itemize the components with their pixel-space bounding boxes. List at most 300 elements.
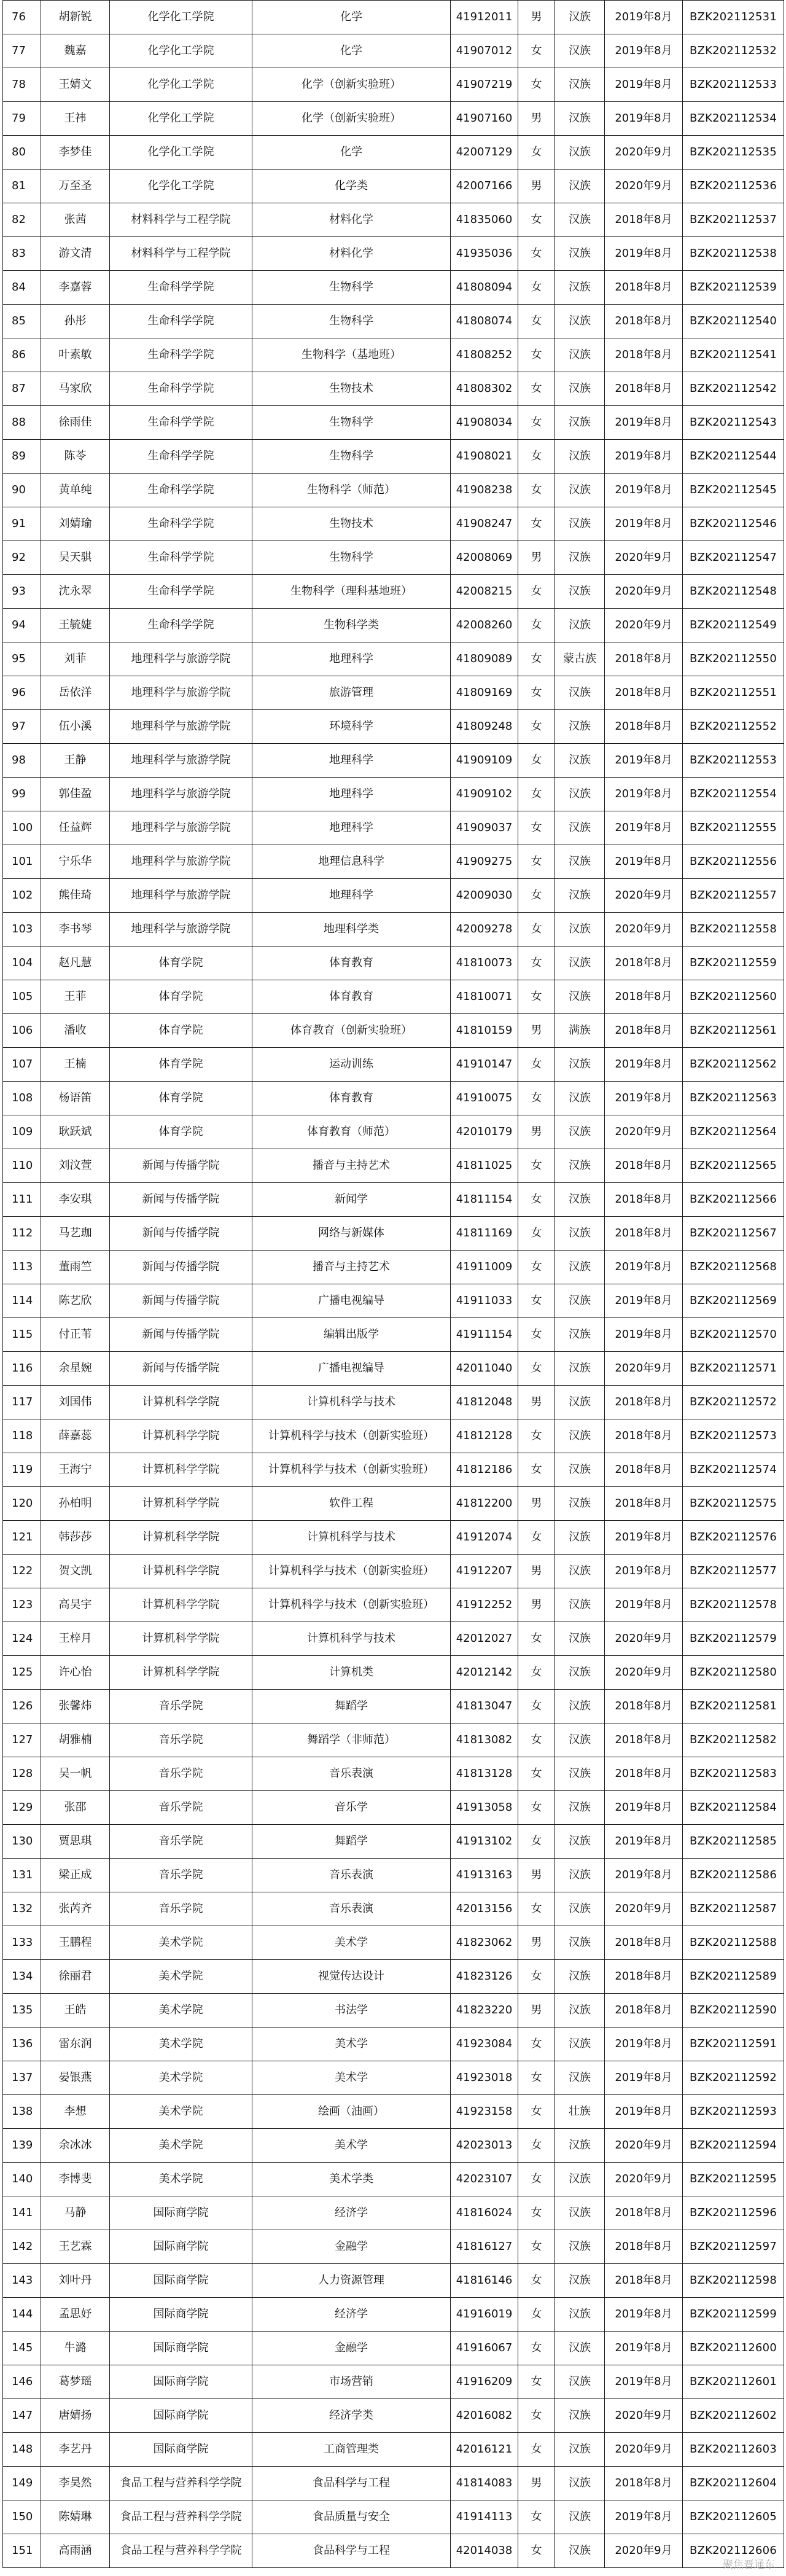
row-number-cell: 80 (3, 136, 41, 170)
table-row (3, 102, 784, 136)
certificate-number-cell: BZK202112540 (683, 305, 784, 338)
table-row (3, 1791, 784, 1825)
row-number-cell: 79 (3, 102, 41, 136)
ethnicity-cell: 蒙古族 (555, 642, 605, 676)
student-name-cell: 熊佳琦 (41, 879, 110, 913)
student-name-cell: 葛梦瑶 (41, 2365, 110, 2399)
college-cell: 生命科学学院 (110, 271, 252, 305)
student-id-cell: 41813128 (451, 1757, 518, 1791)
college-cell: 计算机科学学院 (110, 1622, 252, 1656)
table-row (3, 1217, 784, 1251)
gender-cell: 女 (518, 980, 555, 1014)
ethnicity-cell: 汉族 (555, 2298, 605, 2332)
major-cell: 计算机科学与技术（创新实验班） (252, 1419, 451, 1453)
major-cell: 生物科学 (252, 271, 451, 305)
gender-cell: 女 (518, 2264, 555, 2298)
major-cell: 化学类 (252, 170, 451, 203)
enrollment-date-cell: 2020年9月 (605, 575, 683, 609)
college-cell: 计算机科学学院 (110, 1453, 252, 1487)
college-cell: 生命科学学院 (110, 440, 252, 474)
major-cell: 美术学 (252, 1926, 451, 1960)
enrollment-date-cell: 2019年8月 (605, 474, 683, 507)
student-id-cell: 41923158 (451, 2095, 518, 2129)
ethnicity-cell: 汉族 (555, 1555, 605, 1588)
certificate-number-cell: BZK202112603 (683, 2433, 784, 2467)
college-cell: 国际商学院 (110, 2433, 252, 2467)
certificate-number-cell: BZK202112573 (683, 1419, 784, 1453)
table-row (3, 474, 784, 507)
row-number-cell: 131 (3, 1859, 41, 1892)
row-number-cell: 91 (3, 507, 41, 541)
student-name-cell: 王静 (41, 744, 110, 778)
row-number-cell: 126 (3, 1690, 41, 1723)
college-cell: 计算机科学学院 (110, 1386, 252, 1419)
student-name-cell: 刘婧瑜 (41, 507, 110, 541)
major-cell: 材料化学 (252, 203, 451, 237)
student-name-cell: 薛嘉蕊 (41, 1419, 110, 1453)
major-cell: 运动训练 (252, 1048, 451, 1082)
row-number-cell: 142 (3, 2230, 41, 2264)
major-cell: 地理科学 (252, 744, 451, 778)
table-row (3, 2061, 784, 2095)
student-id-cell: 41808094 (451, 271, 518, 305)
student-name-cell: 胡新锐 (41, 1, 110, 34)
student-name-cell: 张馨炜 (41, 1690, 110, 1723)
student-name-cell: 郭佳盈 (41, 778, 110, 811)
certificate-number-cell: BZK202112538 (683, 237, 784, 271)
student-id-cell: 41811025 (451, 1149, 518, 1183)
college-cell: 食品工程与营养科学学院 (110, 2467, 252, 2500)
college-cell: 国际商学院 (110, 2264, 252, 2298)
gender-cell: 男 (518, 1487, 555, 1521)
ethnicity-cell: 汉族 (555, 1149, 605, 1183)
enrollment-date-cell: 2018年8月 (605, 1453, 683, 1487)
student-id-cell: 42010179 (451, 1115, 518, 1149)
enrollment-date-cell: 2018年8月 (605, 271, 683, 305)
student-id-cell: 41923084 (451, 2028, 518, 2061)
enrollment-date-cell: 2018年8月 (605, 2467, 683, 2500)
student-name-cell: 李昊然 (41, 2467, 110, 2500)
student-id-cell: 41909037 (451, 811, 518, 845)
certificate-number-cell: BZK202112541 (683, 338, 784, 372)
certificate-number-cell: BZK202112554 (683, 778, 784, 811)
gender-cell: 女 (518, 2129, 555, 2163)
college-cell: 化学化工学院 (110, 1, 252, 34)
college-cell: 音乐学院 (110, 1825, 252, 1859)
enrollment-date-cell: 2018年8月 (605, 2230, 683, 2264)
table-row (3, 1453, 784, 1487)
gender-cell: 男 (518, 1, 555, 34)
student-name-cell: 叶素敏 (41, 338, 110, 372)
gender-cell: 女 (518, 879, 555, 913)
row-number-cell: 147 (3, 2399, 41, 2433)
certificate-number-cell: BZK202112575 (683, 1487, 784, 1521)
ethnicity-cell: 汉族 (555, 34, 605, 68)
enrollment-date-cell: 2020年9月 (605, 136, 683, 170)
certificate-number-cell: BZK202112545 (683, 474, 784, 507)
gender-cell: 女 (518, 2534, 555, 2568)
enrollment-date-cell: 2020年9月 (605, 913, 683, 946)
ethnicity-cell: 汉族 (555, 1723, 605, 1757)
student-name-cell: 王毓婕 (41, 609, 110, 642)
college-cell: 地理科学与旅游学院 (110, 676, 252, 710)
student-id-cell: 42016082 (451, 2399, 518, 2433)
ethnicity-cell: 汉族 (555, 338, 605, 372)
student-id-cell: 42012027 (451, 1622, 518, 1656)
ethnicity-cell: 汉族 (555, 102, 605, 136)
ethnicity-cell: 汉族 (555, 1386, 605, 1419)
college-cell: 材料科学与工程学院 (110, 237, 252, 271)
enrollment-date-cell: 2018年8月 (605, 1183, 683, 1217)
ethnicity-cell: 汉族 (555, 170, 605, 203)
table-row (3, 2433, 784, 2467)
student-id-cell: 42007166 (451, 170, 518, 203)
row-number-cell: 78 (3, 68, 41, 102)
table-row (3, 1825, 784, 1859)
table-row (3, 710, 784, 744)
major-cell: 美术学 (252, 2028, 451, 2061)
row-number-cell: 140 (3, 2163, 41, 2196)
row-number-cell: 88 (3, 406, 41, 440)
student-id-cell: 42009278 (451, 913, 518, 946)
gender-cell: 男 (518, 1859, 555, 1892)
major-cell: 生物科学（理科基地班） (252, 575, 451, 609)
student-id-cell: 41812048 (451, 1386, 518, 1419)
student-id-cell: 42023107 (451, 2163, 518, 2196)
ethnicity-cell: 汉族 (555, 1, 605, 34)
college-cell: 新闻与传播学院 (110, 1318, 252, 1352)
ethnicity-cell: 汉族 (555, 2467, 605, 2500)
student-name-cell: 李艺丹 (41, 2433, 110, 2467)
row-number-cell: 134 (3, 1960, 41, 1994)
gender-cell: 女 (518, 1183, 555, 1217)
ethnicity-cell: 汉族 (555, 440, 605, 474)
major-cell: 新闻学 (252, 1183, 451, 1217)
student-name-cell: 张芮齐 (41, 1892, 110, 1926)
certificate-number-cell: BZK202112555 (683, 811, 784, 845)
college-cell: 美术学院 (110, 2061, 252, 2095)
ethnicity-cell: 汉族 (555, 1082, 605, 1115)
row-number-cell: 109 (3, 1115, 41, 1149)
enrollment-date-cell: 2020年9月 (605, 879, 683, 913)
enrollment-date-cell: 2019年8月 (605, 1284, 683, 1318)
student-name-cell: 贺文凯 (41, 1555, 110, 1588)
certificate-number-cell: BZK202112567 (683, 1217, 784, 1251)
certificate-number-cell: BZK202112589 (683, 1960, 784, 1994)
major-cell: 音乐表演 (252, 1757, 451, 1791)
student-name-cell: 万至圣 (41, 170, 110, 203)
table-row (3, 2196, 784, 2230)
student-id-cell: 41912252 (451, 1588, 518, 1622)
college-cell: 生命科学学院 (110, 338, 252, 372)
student-id-cell: 42009030 (451, 879, 518, 913)
student-id-cell: 41916209 (451, 2365, 518, 2399)
row-number-cell: 93 (3, 575, 41, 609)
enrollment-date-cell: 2019年8月 (605, 1555, 683, 1588)
ethnicity-cell: 汉族 (555, 1588, 605, 1622)
row-number-cell: 128 (3, 1757, 41, 1791)
major-cell: 音乐学 (252, 1791, 451, 1825)
gender-cell: 女 (518, 811, 555, 845)
row-number-cell: 113 (3, 1251, 41, 1284)
gender-cell: 女 (518, 1082, 555, 1115)
row-number-cell: 136 (3, 2028, 41, 2061)
gender-cell: 男 (518, 1014, 555, 1048)
student-id-cell: 42008069 (451, 541, 518, 575)
enrollment-date-cell: 2018年8月 (605, 305, 683, 338)
college-cell: 国际商学院 (110, 2332, 252, 2365)
college-cell: 国际商学院 (110, 2196, 252, 2230)
table-row (3, 2332, 784, 2365)
row-number-cell: 94 (3, 609, 41, 642)
enrollment-date-cell: 2020年9月 (605, 2433, 683, 2467)
college-cell: 计算机科学学院 (110, 1656, 252, 1690)
college-cell: 化学化工学院 (110, 68, 252, 102)
table-row (3, 1, 784, 34)
ethnicity-cell: 汉族 (555, 1791, 605, 1825)
gender-cell: 女 (518, 68, 555, 102)
gender-cell: 女 (518, 2095, 555, 2129)
row-number-cell: 102 (3, 879, 41, 913)
enrollment-date-cell: 2020年9月 (605, 1656, 683, 1690)
student-id-cell: 41911033 (451, 1284, 518, 1318)
ethnicity-cell: 汉族 (555, 609, 605, 642)
student-name-cell: 马静 (41, 2196, 110, 2230)
certificate-number-cell: BZK202112569 (683, 1284, 784, 1318)
enrollment-date-cell: 2019年8月 (605, 237, 683, 271)
major-cell: 地理科学 (252, 642, 451, 676)
student-id-cell: 41811169 (451, 1217, 518, 1251)
gender-cell: 女 (518, 778, 555, 811)
college-cell: 生命科学学院 (110, 406, 252, 440)
gender-cell: 女 (518, 609, 555, 642)
table-row (3, 1115, 784, 1149)
college-cell: 体育学院 (110, 1115, 252, 1149)
enrollment-date-cell: 2018年8月 (605, 1723, 683, 1757)
major-cell: 计算机科学与技术 (252, 1521, 451, 1555)
college-cell: 新闻与传播学院 (110, 1284, 252, 1318)
row-number-cell: 99 (3, 778, 41, 811)
gender-cell: 女 (518, 1690, 555, 1723)
certificate-number-cell: BZK202112598 (683, 2264, 784, 2298)
row-number-cell: 119 (3, 1453, 41, 1487)
student-name-cell: 高雨涵 (41, 2534, 110, 2568)
major-cell: 编辑出版学 (252, 1318, 451, 1352)
table-row (3, 2534, 784, 2568)
student-name-cell: 牛潞 (41, 2332, 110, 2365)
certificate-number-cell: BZK202112606 (683, 2534, 784, 2568)
student-name-cell: 贾思琪 (41, 1825, 110, 1859)
enrollment-date-cell: 2018年8月 (605, 1926, 683, 1960)
enrollment-date-cell: 2019年8月 (605, 811, 683, 845)
gender-cell: 女 (518, 2500, 555, 2534)
student-name-cell: 付正苇 (41, 1318, 110, 1352)
major-cell: 计算机科学与技术（创新实验班） (252, 1588, 451, 1622)
table-row (3, 1588, 784, 1622)
gender-cell: 女 (518, 440, 555, 474)
gender-cell: 女 (518, 2433, 555, 2467)
college-cell: 计算机科学学院 (110, 1487, 252, 1521)
student-name-cell: 任益辉 (41, 811, 110, 845)
student-id-cell: 41914113 (451, 2500, 518, 2534)
major-cell: 体育教育（创新实验班） (252, 1014, 451, 1048)
certificate-number-cell: BZK202112591 (683, 2028, 784, 2061)
certificate-number-cell: BZK202112576 (683, 1521, 784, 1555)
ethnicity-cell: 汉族 (555, 1994, 605, 2028)
table-row (3, 170, 784, 203)
table-row (3, 2095, 784, 2129)
major-cell: 地理科学 (252, 879, 451, 913)
certificate-number-cell: BZK202112597 (683, 2230, 784, 2264)
row-number-cell: 90 (3, 474, 41, 507)
student-id-cell: 42008260 (451, 609, 518, 642)
table-row (3, 879, 784, 913)
table-row (3, 1352, 784, 1386)
major-cell: 舞蹈学 (252, 1690, 451, 1723)
table-row (3, 642, 784, 676)
student-id-cell: 41913163 (451, 1859, 518, 1892)
table-row (3, 1419, 784, 1453)
gender-cell: 女 (518, 474, 555, 507)
table-row (3, 2500, 784, 2534)
ethnicity-cell: 汉族 (555, 406, 605, 440)
row-number-cell: 117 (3, 1386, 41, 1419)
ethnicity-cell: 壮族 (555, 2095, 605, 2129)
college-cell: 新闻与传播学院 (110, 1251, 252, 1284)
enrollment-date-cell: 2019年8月 (605, 1521, 683, 1555)
student-name-cell: 马家欣 (41, 372, 110, 406)
enrollment-date-cell: 2020年9月 (605, 1892, 683, 1926)
enrollment-date-cell: 2018年8月 (605, 980, 683, 1014)
enrollment-date-cell: 2018年8月 (605, 2264, 683, 2298)
student-roster-table (2, 0, 784, 2568)
table-row (3, 203, 784, 237)
row-number-cell: 133 (3, 1926, 41, 1960)
ethnicity-cell: 汉族 (555, 2365, 605, 2399)
table-row (3, 778, 784, 811)
row-number-cell: 96 (3, 676, 41, 710)
college-cell: 生命科学学院 (110, 305, 252, 338)
ethnicity-cell: 汉族 (555, 541, 605, 575)
college-cell: 地理科学与旅游学院 (110, 642, 252, 676)
major-cell: 生物科学 (252, 440, 451, 474)
enrollment-date-cell: 2019年8月 (605, 744, 683, 778)
major-cell: 经济学类 (252, 2399, 451, 2433)
major-cell: 金融学 (252, 2332, 451, 2365)
enrollment-date-cell: 2020年9月 (605, 1115, 683, 1149)
ethnicity-cell: 汉族 (555, 946, 605, 980)
major-cell: 旅游管理 (252, 676, 451, 710)
student-name-cell: 徐雨佳 (41, 406, 110, 440)
college-cell: 新闻与传播学院 (110, 1149, 252, 1183)
certificate-number-cell: BZK202112599 (683, 2298, 784, 2332)
gender-cell: 女 (518, 845, 555, 879)
college-cell: 美术学院 (110, 1994, 252, 2028)
certificate-number-cell: BZK202112602 (683, 2399, 784, 2433)
enrollment-date-cell: 2018年8月 (605, 1149, 683, 1183)
student-id-cell: 41912074 (451, 1521, 518, 1555)
major-cell: 网络与新媒体 (252, 1217, 451, 1251)
certificate-number-cell: BZK202112546 (683, 507, 784, 541)
ethnicity-cell: 汉族 (555, 2500, 605, 2534)
student-id-cell: 42016121 (451, 2433, 518, 2467)
student-id-cell: 41812128 (451, 1419, 518, 1453)
major-cell: 音乐表演 (252, 1892, 451, 1926)
student-name-cell: 孙彤 (41, 305, 110, 338)
student-id-cell: 41913102 (451, 1825, 518, 1859)
table-row (3, 68, 784, 102)
student-id-cell: 41913058 (451, 1791, 518, 1825)
major-cell: 软件工程 (252, 1487, 451, 1521)
ethnicity-cell: 汉族 (555, 1183, 605, 1217)
student-name-cell: 王菲 (41, 980, 110, 1014)
student-id-cell: 41808302 (451, 372, 518, 406)
row-number-cell: 132 (3, 1892, 41, 1926)
row-number-cell: 111 (3, 1183, 41, 1217)
row-number-cell: 143 (3, 2264, 41, 2298)
table-row (3, 1622, 784, 1656)
college-cell: 美术学院 (110, 2163, 252, 2196)
student-name-cell: 宁乐华 (41, 845, 110, 879)
student-name-cell: 梁正成 (41, 1859, 110, 1892)
enrollment-date-cell: 2018年8月 (605, 203, 683, 237)
gender-cell: 女 (518, 1352, 555, 1386)
student-id-cell: 41907160 (451, 102, 518, 136)
ethnicity-cell: 汉族 (555, 474, 605, 507)
student-id-cell: 41916019 (451, 2298, 518, 2332)
student-name-cell: 雷东润 (41, 2028, 110, 2061)
ethnicity-cell: 汉族 (555, 1892, 605, 1926)
student-id-cell: 41908247 (451, 507, 518, 541)
row-number-cell: 137 (3, 2061, 41, 2095)
row-number-cell: 108 (3, 1082, 41, 1115)
student-id-cell: 41813082 (451, 1723, 518, 1757)
gender-cell: 女 (518, 136, 555, 170)
table-row (3, 406, 784, 440)
certificate-number-cell: BZK202112531 (683, 1, 784, 34)
student-name-cell: 余冰冰 (41, 2129, 110, 2163)
student-id-cell: 41908238 (451, 474, 518, 507)
enrollment-date-cell: 2020年9月 (605, 2129, 683, 2163)
table-row (3, 946, 784, 980)
row-number-cell: 97 (3, 710, 41, 744)
table-row (3, 338, 784, 372)
college-cell: 生命科学学院 (110, 372, 252, 406)
student-name-cell: 董雨竺 (41, 1251, 110, 1284)
student-name-cell: 杨语笛 (41, 1082, 110, 1115)
table-row (3, 507, 784, 541)
major-cell: 生物技术 (252, 507, 451, 541)
ethnicity-cell: 汉族 (555, 744, 605, 778)
row-number-cell: 144 (3, 2298, 41, 2332)
gender-cell: 女 (518, 305, 555, 338)
gender-cell: 女 (518, 2298, 555, 2332)
ethnicity-cell: 汉族 (555, 2534, 605, 2568)
major-cell: 食品科学与工程 (252, 2467, 451, 2500)
ethnicity-cell: 汉族 (555, 2196, 605, 2230)
enrollment-date-cell: 2019年8月 (605, 778, 683, 811)
certificate-number-cell: BZK202112593 (683, 2095, 784, 2129)
major-cell: 美术学 (252, 2129, 451, 2163)
ethnicity-cell: 汉族 (555, 1318, 605, 1352)
college-cell: 美术学院 (110, 1926, 252, 1960)
table-row (3, 1487, 784, 1521)
college-cell: 地理科学与旅游学院 (110, 845, 252, 879)
student-id-cell: 41809248 (451, 710, 518, 744)
gender-cell: 女 (518, 1419, 555, 1453)
enrollment-date-cell: 2018年8月 (605, 338, 683, 372)
certificate-number-cell: BZK202112542 (683, 372, 784, 406)
